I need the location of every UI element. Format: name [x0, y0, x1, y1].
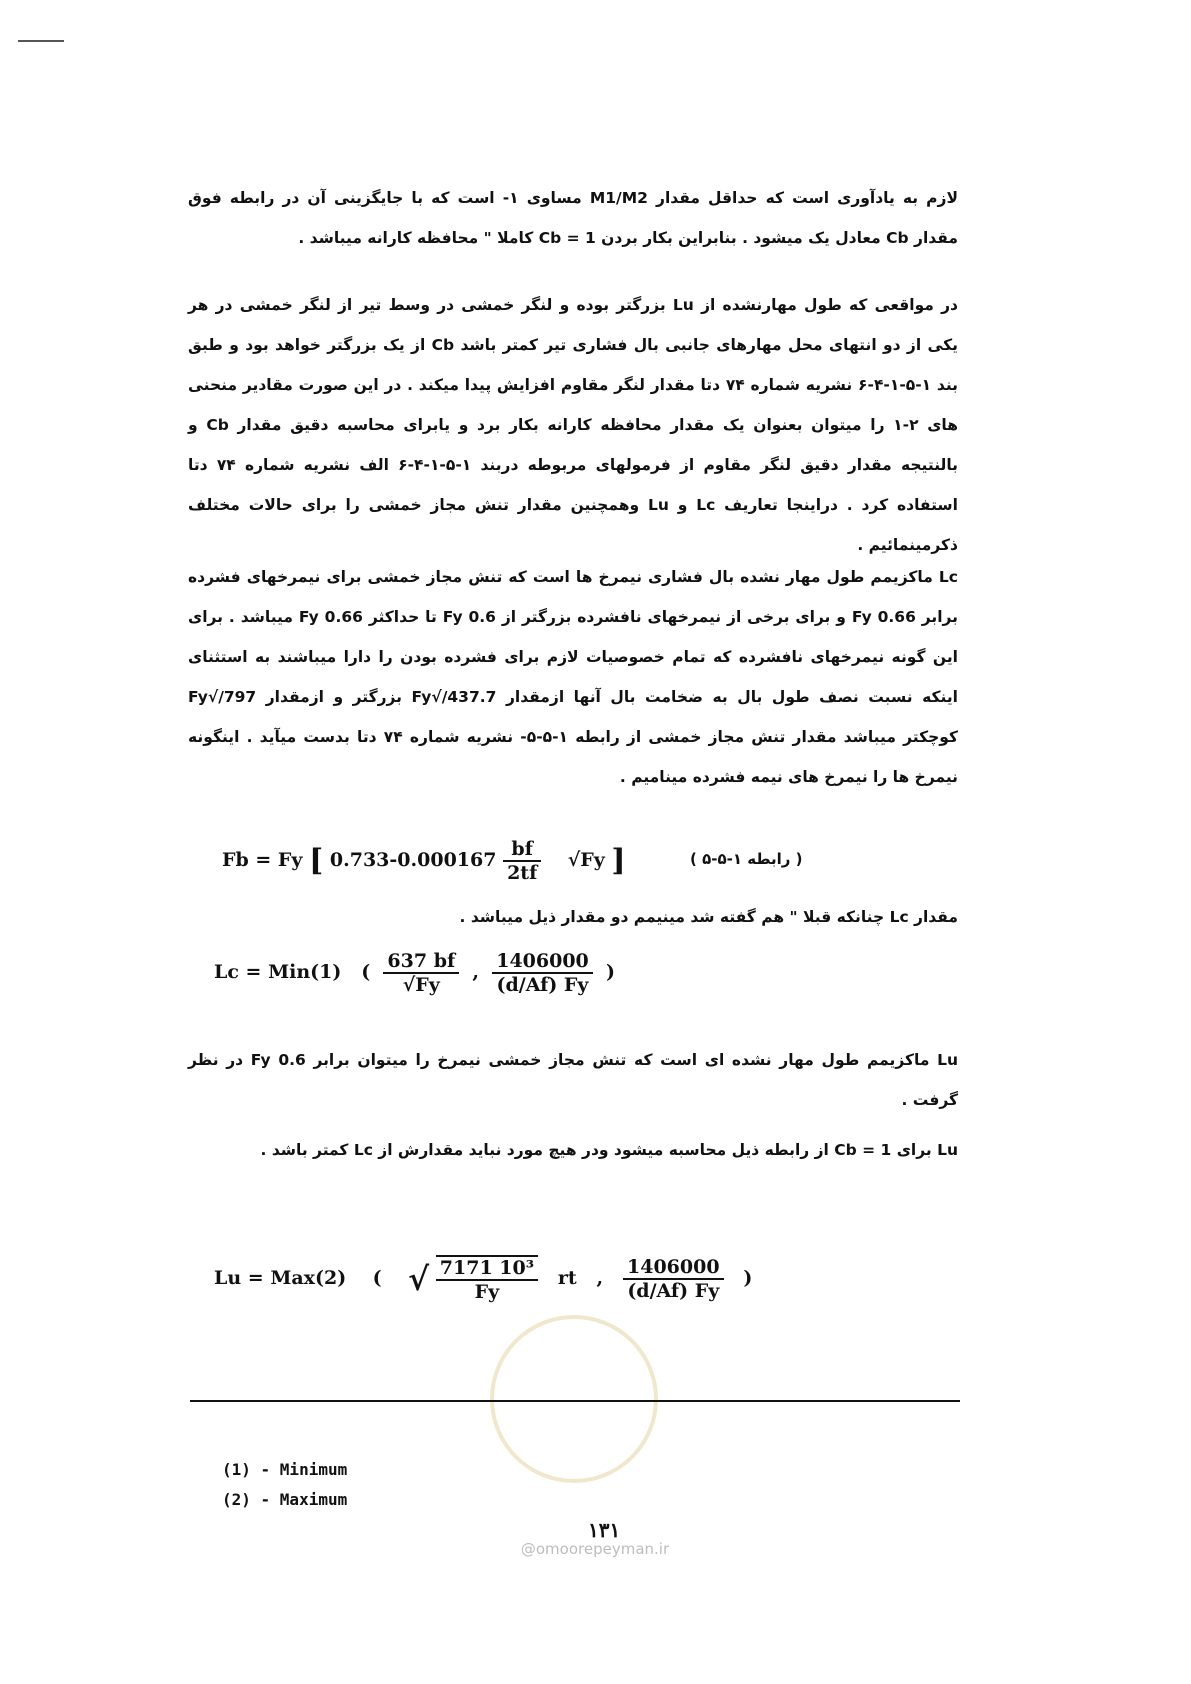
formula-lc-lhs: Lc = Min(1): [214, 961, 342, 983]
formula-lu-num-1: 7171 10³: [436, 1257, 538, 1281]
formula-lc-den-1: √Fy: [402, 974, 440, 996]
formula-lc-den-2: (d/Af) Fy: [496, 974, 589, 996]
formula-lu-den-1: Fy: [474, 1281, 500, 1303]
formula-lc-num-2: 1406000: [492, 950, 593, 974]
formula-lu: Lu = Max(2) ( √ $\frac{\text{7171 10³}}{Fy}$ rt , $\frac{1406000}{(d/Af) Fy}$ ): [214, 1256, 753, 1303]
paragraph-cb-note: لازم به یادآوری است که حداقل مقدار M1/M2 مساوی ۱- است که با جایگزینی آن در رابطه فوق مقدار Cb معادل یک میشود . بنابراین بکار بردن Cb = 1 کاملا " محافظه کارانه میباشد .: [188, 189, 959, 247]
paragraph-lu-definition: Lu ماکزیمم طول مهار نشده ای است که تنش مجاز خمشی نیمرخ را میتوان برابر 0.6 Fy در نظر گرفت .: [188, 1051, 958, 1109]
paragraph-lc-definition: Lc ماکزیمم طول مهار نشده بال فشاری نیمرخ ها است که تنش مجاز خمشی برای نیمرخهای فشرده برابر 0.66 Fy و برای برخی از نیمرخهای نافشرده بزرگتر از 0.6 Fy تا حداکثر 0.66 Fy میباشد . برای این گونه نیمرخهای نافشرده که تمام خصوصیات لازم برای فشرده بودن را دارا میباشند به استثنای اینکه نسبت نصف طول بال به ضخامت بال آنها ازمقدار 437.7/√Fy بزرگتر و ازمقدار 797/√Fy کوچکتر میباشد مقدار تنش مجاز خمشی از رابطه ۱-۵-۵- نشریه شماره ۷۴ دتا بدست میآید . اینگونه نیمرخ ها را نیمرخ های نیمه فشرده مینامیم .: [188, 568, 959, 786]
formula-fb-label: ( رابطه ۱-۵-۵ ): [690, 850, 803, 868]
formula-lc-fraction-1: [383, 950, 459, 996]
formula-lu-den-2: (d/Af) Fy: [627, 1280, 720, 1302]
footnote-1: (1) - Minimum: [222, 1460, 348, 1479]
page-number: ۱۳۱: [588, 1518, 621, 1542]
formula-lu-rt: rt: [557, 1267, 577, 1289]
formula-fb-num: bf: [503, 838, 541, 862]
formula-lc-fraction-2: [492, 950, 593, 996]
formula-fb-fraction: [503, 838, 541, 884]
formula-fb-den: 2tf: [507, 862, 538, 884]
formula-fb-body: 0.733-0.000167: [329, 849, 497, 871]
footnote-divider: [190, 1400, 960, 1402]
formula-lu-num-2: 1406000: [623, 1256, 724, 1280]
watermark-seal: [490, 1315, 658, 1483]
watermark-url: @omoorepeyman.ir: [520, 1540, 670, 1558]
paragraph-lc-minimum: مقدار Lc چنانکه قبلا " هم گفته شد مینیمم دو مقدار ذیل میباشد .: [459, 908, 958, 926]
formula-fb-sqrt: √Fy: [567, 849, 605, 871]
scan-mark: [18, 40, 64, 42]
formula-lu-fraction-2: [623, 1256, 724, 1302]
formula-lu-fraction-1: [436, 1255, 538, 1303]
formula-lu-lhs: Lu = Max(2): [214, 1267, 347, 1289]
formula-lc: Lc = Min(1) ( $\frac{637 bf}{√Fy}$ , $\frac{1406000}{(d/Af) Fy}$ ): [214, 950, 616, 996]
formula-fb-lhs: Fb = Fy: [222, 849, 303, 871]
formula-fb: Fb = Fy [ 0.733-0.000167 $\frac{bf}{2tf}$ √Fy ]: [222, 838, 626, 884]
paragraph-lu-calculation: Lu برای Cb = 1 از رابطه ذیل محاسبه میشود ودر هیچ مورد نباید مقدارش از Lc کمتر باشد .: [260, 1141, 958, 1159]
footnote-2: (2) - Maximum: [222, 1490, 348, 1509]
paragraph-lu-definition-intro: در مواقعی که طول مهارنشده از Lu بزرگتر بوده و لنگر خمشی در وسط تیر از لنگر خمشی در هر یکی از دو انتهای محل مهارهای جانبی بال فشاری تیر کمتر باشد Cb از یک بزرگتر خواهد بود و طبق بند ۱-۵-۱-۴-۶ نشریه شماره ۷۴ دتا مقدار لنگر مقاوم افزایش پیدا میکند . در این صورت مقادیر منحنی های ۲-۱ را میتوان بعنوان یک مقدار محافظه کارانه بکار برد و یابرای محاسبه دقیق مقدار Cb و بالنتیجه مقدار دقیق لنگر مقاوم از فرمولهای مربوطه دربند ۱-۵-۱-۴-۶ الف نشریه شماره ۷۴ دتا استفاده کرد . دراینجا تعاریف Lc و Lu وهمچنین مقدار تنش مجاز خمشی را برای حالات مختلف ذکرمینمائیم .: [188, 296, 958, 554]
formula-lc-num-1: 637 bf: [383, 950, 459, 974]
